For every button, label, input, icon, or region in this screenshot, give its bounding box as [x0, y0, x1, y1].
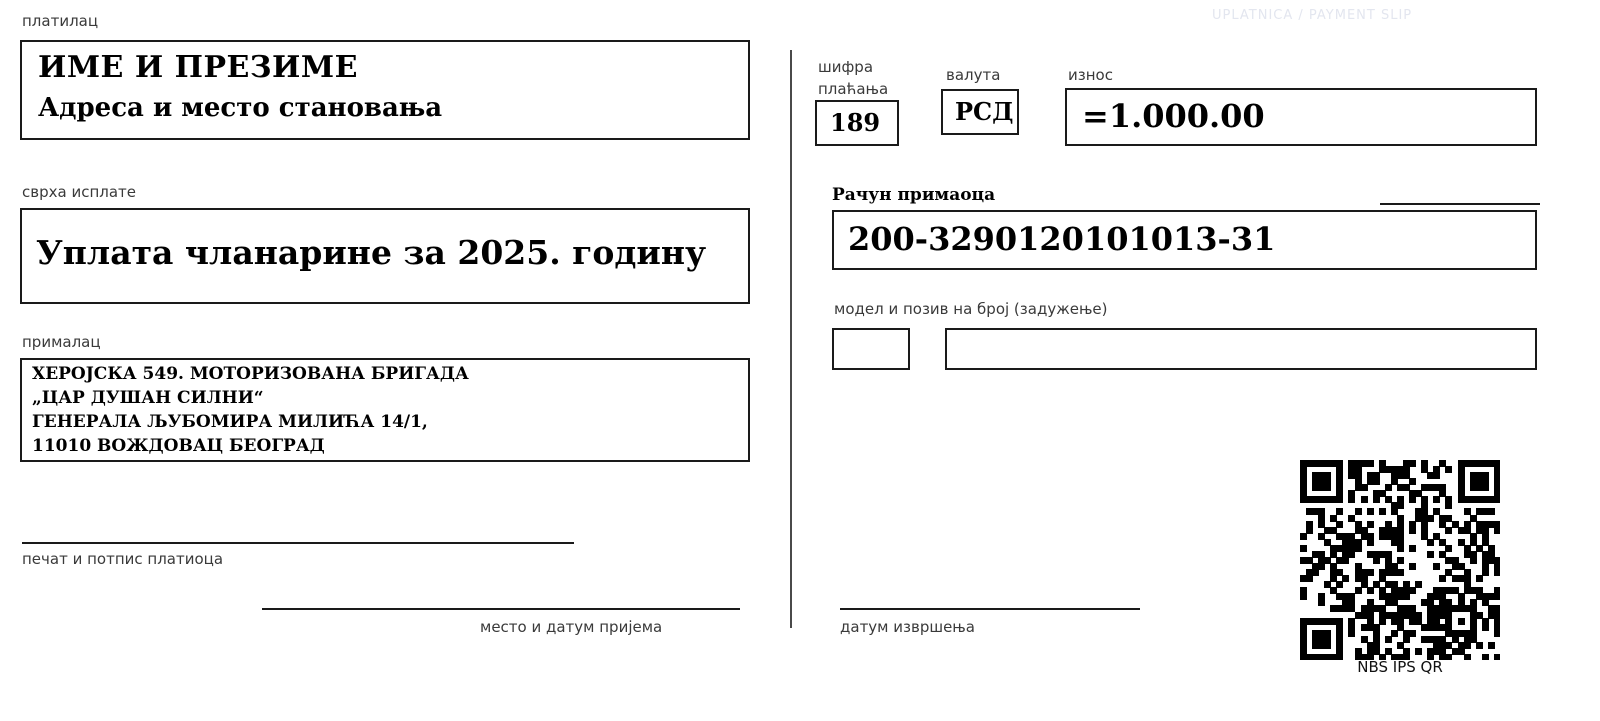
amount-value: =1.000.00 [1082, 97, 1265, 135]
model-field[interactable] [832, 328, 910, 370]
currency-value: РСД [955, 97, 1014, 126]
recipient-line-4: 11010 ВОЖДОВАЦ БЕОГРАД [32, 436, 325, 456]
currency-label: валута [946, 66, 1001, 84]
reference-number-field[interactable] [945, 328, 1537, 370]
recipient-line-1: ХЕРОЈСКА 549. МОТОРИЗОВАНА БРИГАДА [32, 364, 469, 384]
payer-name-value: ИМЕ И ПРЕЗИМЕ [38, 50, 358, 85]
place-date-label: место и датум пријема [480, 618, 663, 636]
execution-date-rule [840, 608, 1140, 610]
nbs-ips-qr-code[interactable] [1300, 460, 1500, 660]
purpose-value: Уплата чланарине за 2025. годину [36, 233, 707, 272]
recipient-line-2: „ЦАР ДУШАН СИЛНИ“ [32, 388, 264, 408]
signature-rule [22, 542, 574, 544]
recipient-line-3: ГЕНЕРАЛА ЉУБОМИРА МИЛИЋА 14/1, [32, 412, 428, 432]
recipient-account-value: 200-3290120101013-31 [848, 220, 1276, 258]
payer-label: платилац [22, 12, 99, 30]
place-date-rule [262, 608, 740, 610]
model-reference-label: модел и позив на број (задужење) [834, 300, 1108, 318]
recipient-account-label: Рачун примаоца [832, 185, 996, 205]
vertical-divider [790, 50, 792, 628]
qr-caption: NBS IPS QR [1357, 658, 1443, 676]
execution-date-label: датум извршења [840, 618, 975, 636]
recipient-label: прималац [22, 333, 101, 351]
payer-address-value: Адреса и место становања [38, 93, 443, 123]
faint-header-text: UPLATNICA / PAYMENT SLIP [1212, 8, 1413, 23]
payment-code-label-line2: плаћања [818, 80, 889, 98]
purpose-label: сврха исплате [22, 183, 136, 201]
payment-code-value: 189 [830, 108, 881, 137]
qr-canvas [1300, 460, 1500, 660]
stamp-signature-label: печат и потпис платиоца [22, 550, 224, 568]
account-top-rule [1380, 203, 1540, 205]
payment-code-label-line1: шифра [818, 58, 874, 76]
amount-label: износ [1068, 66, 1113, 84]
